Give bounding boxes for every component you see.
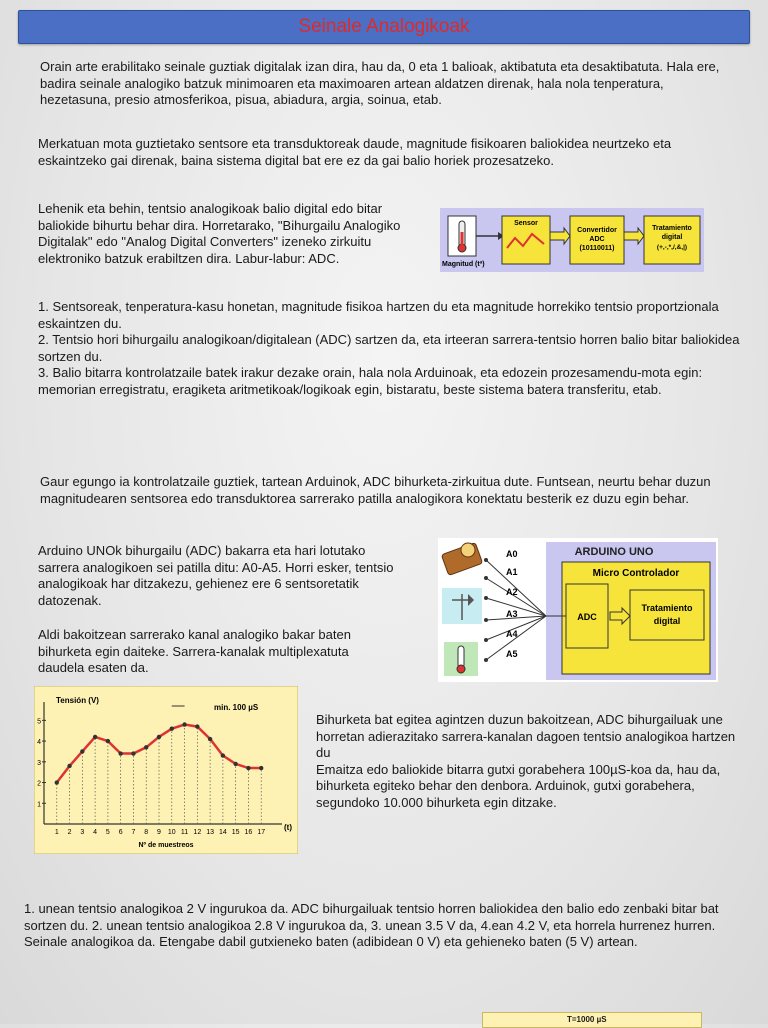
pin-label-a2: A2 bbox=[506, 587, 518, 597]
sample-point bbox=[93, 735, 97, 739]
sample-point bbox=[259, 766, 263, 770]
sample-point bbox=[208, 737, 212, 741]
x-tick-label: 17 bbox=[257, 829, 266, 836]
x-tick-label: 8 bbox=[144, 829, 149, 836]
processing-label-1: Tratamiento bbox=[641, 603, 693, 613]
x-tick-label: 7 bbox=[131, 829, 136, 836]
y-tick-label: 3 bbox=[37, 759, 41, 767]
sample-point bbox=[221, 753, 225, 757]
adc-block-diagram bbox=[440, 208, 704, 272]
sample-point bbox=[182, 722, 186, 726]
sample-point bbox=[170, 726, 174, 730]
processing-label-2: digital bbox=[661, 234, 683, 241]
x-tick-label: 5 bbox=[105, 829, 110, 836]
x-tick-label: 1 bbox=[54, 829, 59, 836]
sample-point bbox=[233, 762, 237, 766]
paragraph-sensors: Merkatuan mota guztietako sentsore eta transduktoreak daude, magnitude fisikoaren baliokidea neurtzeko eta eskaintzeko gai direnak, baina sistema digital bat ere ez da gai balio horiek prozesatzeko. bbox=[38, 136, 672, 168]
pin-label-a3: A3 bbox=[506, 609, 518, 619]
processing-label-2: digital bbox=[653, 616, 681, 626]
sample-point bbox=[144, 745, 148, 749]
pin-label-a0: A0 bbox=[506, 549, 518, 559]
chart-ylabel: Tensión (V) bbox=[56, 696, 99, 705]
sample-point bbox=[55, 780, 59, 784]
chart-xlabel: Nº de muestreos bbox=[138, 842, 194, 849]
y-tick-label: 2 bbox=[37, 780, 41, 788]
y-tick-label: 4 bbox=[37, 739, 41, 747]
title-bar bbox=[18, 10, 750, 44]
paragraph-example: 1. unean tentsio analogikoa 2 V ingurukoa da. ADC bihurgailuak tentsio horren baliokidea den balio edo zenbaki bitar bat sortzen du. 2. unean tentsio analogikoa 2.8 V ingurukoa da, 3. unean 3.5 V da, 4.ean 4.2 V, eta horrela hurrenez hurren. Seinale analogikoa da. Etengabe dabil gutxieneko baten (adibidean 0 V) eta gehieneko baten (5 V) artean. bbox=[24, 901, 719, 949]
chart-xunit: (t) bbox=[284, 823, 292, 832]
bottom-figure bbox=[482, 1012, 702, 1028]
x-tick-label: 16 bbox=[244, 829, 253, 836]
sample-point bbox=[195, 724, 199, 728]
sampling-chart bbox=[34, 686, 298, 854]
paragraph-adc-intro: Lehenik eta behin, tentsio analogikoak balio digital edo bitar baliokide bihurtu behar dira. Horretarako, "Bihurgailu Analogiko Digitalak" edo "Analog Digital Converters" izeneko zirkuitu elektroniko batzuk erabiltzen dira. Labur-labur: ADC. bbox=[38, 201, 401, 266]
x-tick-label: 6 bbox=[118, 829, 123, 836]
pin-label-a5: A5 bbox=[506, 649, 518, 659]
x-tick-label: 15 bbox=[231, 829, 240, 836]
wind-vane-icon bbox=[442, 588, 482, 624]
paragraph-intro: Orain arte erabilitako seinale guztiak digitalak izan dira, hau da, 0 eta 1 balioak, aktibatuta eta desaktibatuta. Hala ere, badira seinale analogiko batzuk minimoaren eta maximoaren artean aldatzen direnak, hala nola tenperatura, hezetasuna, presio atmosferikoa, pisua, abiadura, argia, soinua, etab. bbox=[40, 59, 720, 107]
paragraph-arduino: Arduino UNOk bihurgailu (ADC) bakarra eta hari lotutako sarrera analogikoen sei patilla ditu: A0-A5. Horri esker, tentsio analogikoak har ditzakezu, gehienez ere 6 sentsoretatik datozenak. bbox=[38, 543, 394, 608]
sample-point bbox=[67, 764, 71, 768]
converter-label-2: ADC bbox=[589, 236, 605, 243]
x-tick-label: 13 bbox=[206, 829, 215, 836]
x-tick-label: 4 bbox=[93, 829, 98, 836]
y-tick-label: 5 bbox=[37, 718, 41, 726]
pin-label-a1: A1 bbox=[506, 567, 518, 577]
sample-point bbox=[157, 735, 161, 739]
converter-label-1: Convertidor bbox=[577, 227, 617, 234]
arduino-title: ARDUINO UNO bbox=[574, 546, 654, 558]
processing-label-1: Tratamiento bbox=[652, 225, 692, 232]
paragraph-conversion-time: Bihurketa bat egitea agintzen duzun bakoitzean, ADC bihurgailuak une horretan adierazitako sarrera-kanalan dagoen tentsio analogikoa hartzen du Emaitza edo baliokide bitarra gutxi gorabehera 100µS-koa da, hau da, bihurketa egiteko behar den denbora. Arduinok, gutxi gorabehera, segundoko 10.000 bihurketa egin ditzake. bbox=[316, 712, 736, 810]
processing-box bbox=[630, 590, 704, 640]
sensor-label: Sensor bbox=[514, 220, 538, 227]
x-tick-label: 2 bbox=[67, 829, 72, 836]
sample-point bbox=[106, 739, 110, 743]
sample-point bbox=[131, 751, 135, 755]
page-title: Seinale Analogikoak bbox=[298, 16, 470, 37]
x-tick-label: 9 bbox=[157, 829, 161, 836]
chart-annotation: min. 100 µS bbox=[214, 703, 259, 712]
sample-point bbox=[80, 749, 84, 753]
adc-label: ADC bbox=[577, 612, 597, 622]
x-tick-label: 10 bbox=[167, 829, 176, 836]
thermometer-icon bbox=[444, 642, 478, 676]
processing-label-3: (+,-,*,/,&,|) bbox=[656, 244, 688, 251]
thermometer-icon bbox=[458, 221, 466, 252]
arduino-diagram bbox=[438, 538, 718, 682]
micro-controller-label: Micro Controlador bbox=[592, 568, 680, 579]
paragraph-steps: 1. Sentsoreak, tenperatura-kasu honetan, magnitude fisikoa hartzen du eta magnitude horrekiko tentsio proportzionala eskaintzen du. 2. Tentsio hori bihurgailu analogikoan/digitalean (ADC) sartzen da, eta irteeran sarrera-tentsio horren balio bitar baliokidea sortzen du. 3. Balio bitarra kontrolatzaile batek irakur dezake orain, hala nola Arduinoak, eta edozein prozesamendu-mota egin: memorian erregistratu, eragiketa aritmetikoak/logikoak egin, bistaratu, beste sistema batera transferitu, etab. bbox=[38, 299, 740, 397]
x-tick-label: 11 bbox=[180, 829, 189, 836]
y-tick-label: 1 bbox=[37, 801, 41, 809]
x-tick-label: 3 bbox=[80, 829, 85, 836]
pin-label-a4: A4 bbox=[506, 629, 518, 639]
bottom-figure-label: T=1000 µS bbox=[567, 1015, 607, 1024]
magnitud-label: Magnitud (tª) bbox=[442, 261, 485, 268]
sample-point bbox=[118, 751, 122, 755]
x-tick-label: 14 bbox=[218, 829, 227, 836]
paragraph-multiplex: Aldi bakoitzean sarrerako kanal analogiko bakar baten bihurketa egin daiteke. Sarrera-kanalak multiplexatuta daudela esaten da. bbox=[38, 627, 351, 675]
converter-label-3: (10110011) bbox=[579, 245, 615, 252]
paragraph-controllers: Gaur egungo ia kontrolatzaile guztiek, tartean Arduinok, ADC bihurketa-zirkuitua dute. Funtsean, neurtu behar duzun magnitudearen sentsorea edo transduktorea sarrerako patilla analogikora konektatu besterik ez duzu egin behar. bbox=[40, 474, 711, 506]
sample-point bbox=[246, 766, 250, 770]
x-tick-label: 12 bbox=[193, 829, 202, 836]
